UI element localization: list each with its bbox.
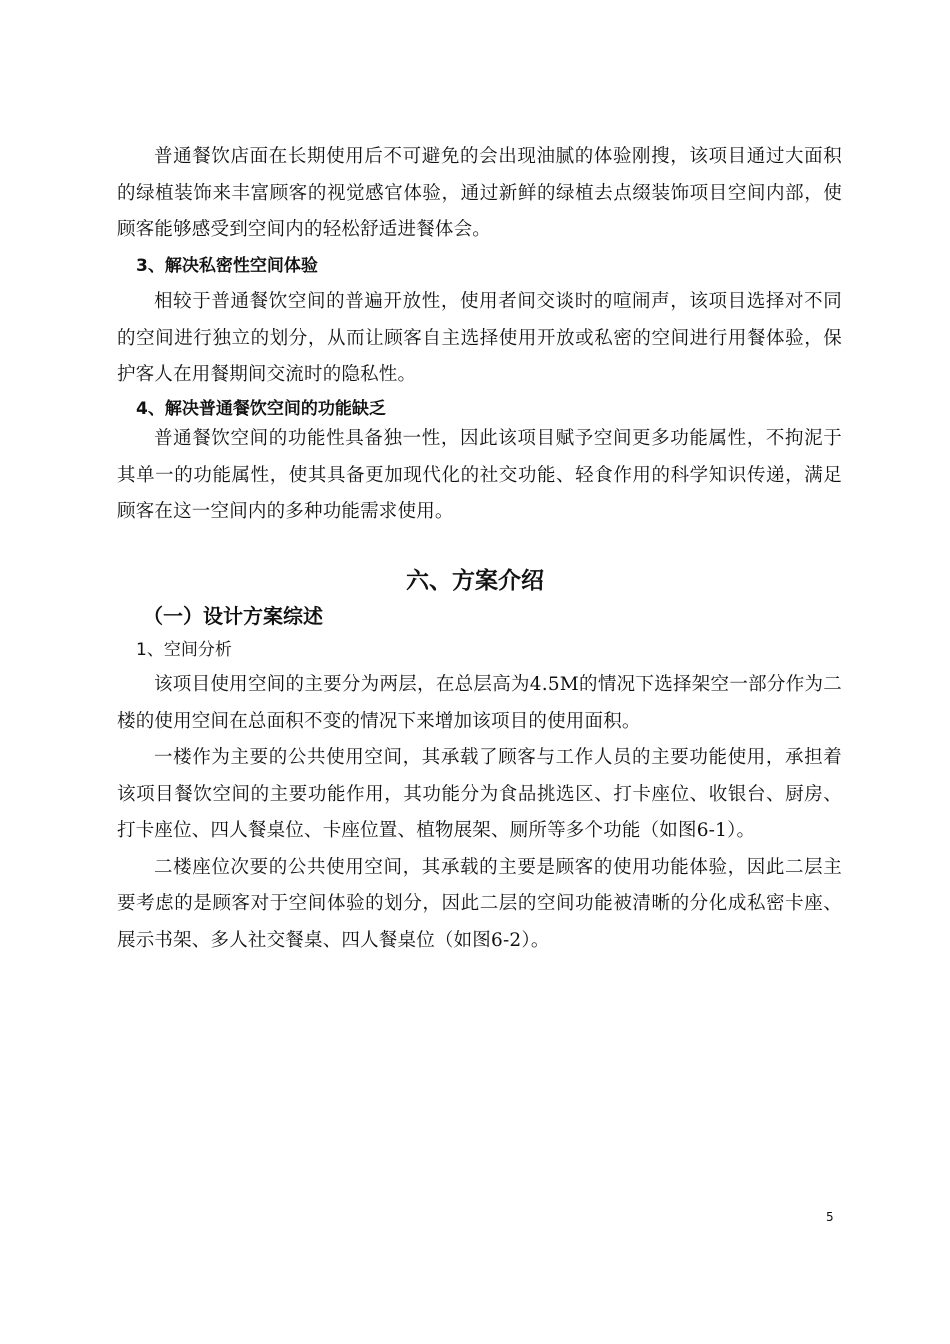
body-paragraph-block-3 xyxy=(117,421,842,531)
section-title: （一）设计方案综述 xyxy=(143,604,323,628)
body-paragraph-block-1 xyxy=(117,139,842,249)
chapter-title: 六、方案介绍 xyxy=(406,568,544,594)
body-paragraph-block-2 xyxy=(117,284,842,394)
page-number: 5 xyxy=(826,1210,834,1224)
subsection-title: 1、空间分析 xyxy=(136,640,232,660)
body-paragraph: 二楼座位次要的公共使用空间，其承载的主要是顾客的使用功能体验，因此二层主要考虑的是顾客对于空间体验的划分，因此二层的空间功能被清晰的分化成私密卡座、展示书架、多人社交餐桌、四人餐桌位（如图6-2）。 xyxy=(117,856,842,951)
body-paragraph: 普通餐饮店面在长期使用后不可避免的会出现油腻的体验刚搜，该项目通过大面积的绿植装饰来丰富顾客的视觉感官体验，通过新鲜的绿植去点缀装饰项目空间内部，使顾客能够感受到空间内的轻松舒适进餐体会。 xyxy=(117,146,842,240)
subheading-privacy: 3、解决私密性空间体验 xyxy=(136,256,318,276)
body-paragraph: 相较于普通餐饮空间的普遍开放性，使用者间交谈时的喧闹声，该项目选择对不同的空间进行独立的划分，从而让顾客自主选择使用开放或私密的空间进行用餐体验，保护客人在用餐期间交流时的隐私性。 xyxy=(117,291,842,385)
body-paragraph: 普通餐饮空间的功能性具备独一性，因此该项目赋予空间更多功能属性，不拘泥于其单一的功能属性，使其具备更加现代化的社交功能、轻食作用的科学知识传递，满足顾客在这一空间内的多种功能需求使用。 xyxy=(117,428,842,522)
body-paragraph: 该项目使用空间的主要分为两层，在总层高为4.5M的情况下选择架空一部分作为二楼的使用空间在总面积不变的情况下来增加该项目的使用面积。 xyxy=(117,674,842,732)
subheading-function: 4、解决普通餐饮空间的功能缺乏 xyxy=(136,399,386,419)
body-paragraph-block-4 xyxy=(117,667,842,959)
body-paragraph: 一楼作为主要的公共使用空间，其承载了顾客与工作人员的主要功能使用，承担着该项目餐饮空间的主要功能作用，其功能分为食品挑选区、打卡座位、收银台、厨房、打卡座位、四人餐桌位、卡座位置、植物展架、厕所等多个功能（如图6-1）。 xyxy=(117,747,842,841)
